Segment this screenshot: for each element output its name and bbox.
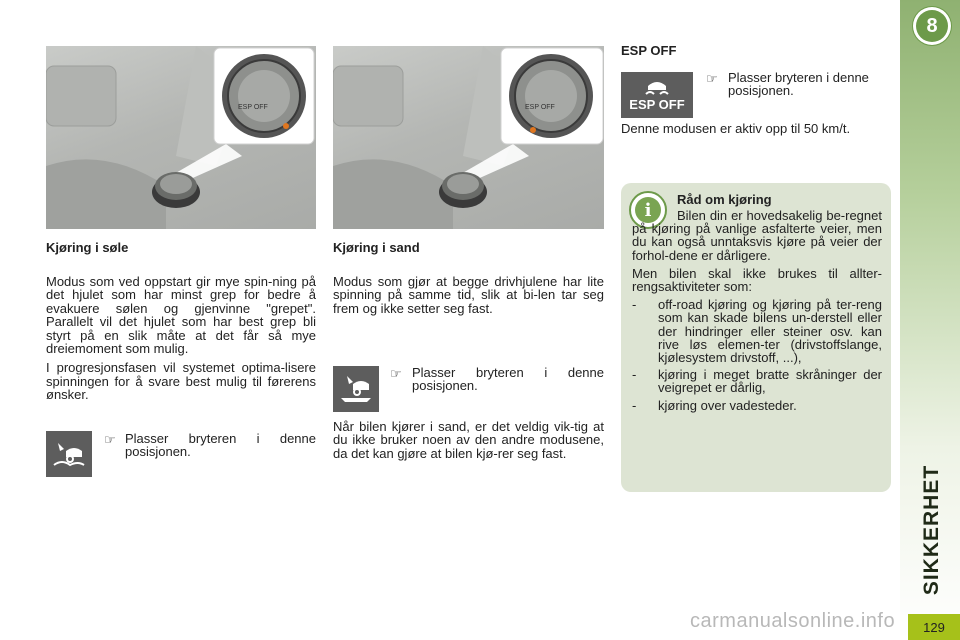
mud-body (46, 275, 316, 408)
sand-mode-icon (333, 366, 379, 412)
esp-off-icon-label: ESP OFF (629, 97, 685, 112)
pointer-icon: ☞ (104, 432, 116, 447)
advice-lead: Men bilen skal ikke brukes til allter-rengsaktiviteter som: (632, 265, 882, 295)
list-dash: - (632, 297, 637, 313)
sand-body-2 (333, 420, 604, 466)
sand-heading: Kjøring i sand (333, 240, 420, 255)
info-icon-glyph: i (635, 197, 661, 223)
esp-heading: ESP OFF (621, 43, 677, 58)
section-title (910, 460, 954, 600)
advice-list-item (632, 298, 882, 364)
photo-mud-mode (46, 46, 316, 229)
advice-item-text: kjøring over vadesteder. (658, 397, 797, 413)
dial-illustration-mud (46, 46, 316, 229)
mud-heading: Kjøring i søle (46, 240, 129, 255)
esp-note: Denne modusen er aktiv opp til 50 km/t. (621, 121, 851, 136)
esp-off-icon (621, 72, 693, 118)
dial-label: ESP OFF (238, 104, 268, 111)
section-title-text: SIKKERHET (920, 464, 944, 596)
chapter-number: 8 (926, 14, 938, 37)
page-number (908, 614, 960, 640)
mud-mode-icon (46, 431, 92, 477)
advice-item-text: kjøring i meget bratte skråninger der veigrepet er dårlig, (658, 367, 882, 396)
photo-sand-mode (333, 46, 604, 229)
selected-led (283, 123, 289, 129)
mud-paragraph-2: I progresjonsfasen vil systemet optima-lisere spinningen for å svare best mulig til førerens ønsker. (46, 360, 316, 403)
watermark: carmanualsonline.info (690, 610, 896, 632)
pointer-icon: ☞ (706, 71, 718, 86)
mud-paragraph-1: Modus som ved oppstart gir mye spin-ning på det hjulet som har minst grep for bedre å evakuere sølen og gjenvinne "grepet". Parallelt vil det hjulet som har best grep bli styrt på en slik måte at det får så mye dreiemoment som mulig. (46, 274, 316, 357)
sand-tire-icon (339, 374, 373, 404)
list-dash: - (632, 397, 637, 413)
dial-illustration-sand (333, 46, 604, 229)
selected-led (530, 127, 536, 133)
advice-list-item (632, 399, 882, 412)
advice-intro: Bilen din er hovedsakelig be-regnet på kjøring på vanlige asfalterte veier, men du kan også unntaksvis kjøre på veier der forhol-dene er dårligere. (632, 208, 882, 263)
advice-item-text: off-road kjøring og kjøring på ter-reng som kan skade bilens un-derstell eller der hindringer eller steiner osv. kan rive løs elemen-ter (drivstoffslange, kjølesystem drivstoff, ...), (658, 297, 882, 366)
dial-label: ESP OFF (525, 104, 555, 111)
advice-list-item (632, 368, 882, 394)
advice-title: Råd om kjøring (677, 192, 772, 207)
advice-body (632, 209, 882, 416)
sand-instruction: Plasser bryteren i denne posisjonen. (412, 365, 604, 394)
list-dash: - (632, 367, 637, 383)
sand-body (333, 275, 604, 321)
skidding-car-icon (642, 78, 672, 98)
pointer-icon: ☞ (390, 366, 402, 381)
mud-tire-icon (52, 439, 86, 469)
sand-paragraph-1: Modus som gjør at begge drivhjulene har lite spinning på samme tid, slik at bi-len tar seg frem og ikke setter seg fast. (333, 274, 604, 316)
mud-instruction: Plasser bryteren i denne posisjonen. (125, 431, 316, 460)
esp-instruction: Plasser bryteren i denne posisjonen. (728, 70, 869, 99)
chapter-number-badge (913, 7, 951, 45)
page-number-text: 129 (923, 619, 945, 635)
sand-paragraph-2: Når bilen kjører i sand, er det veldig vik-tig at du ikke bruker noen av den andre modusene, da det kan gjøre at bilen kjø-rer seg fast. (333, 419, 604, 461)
